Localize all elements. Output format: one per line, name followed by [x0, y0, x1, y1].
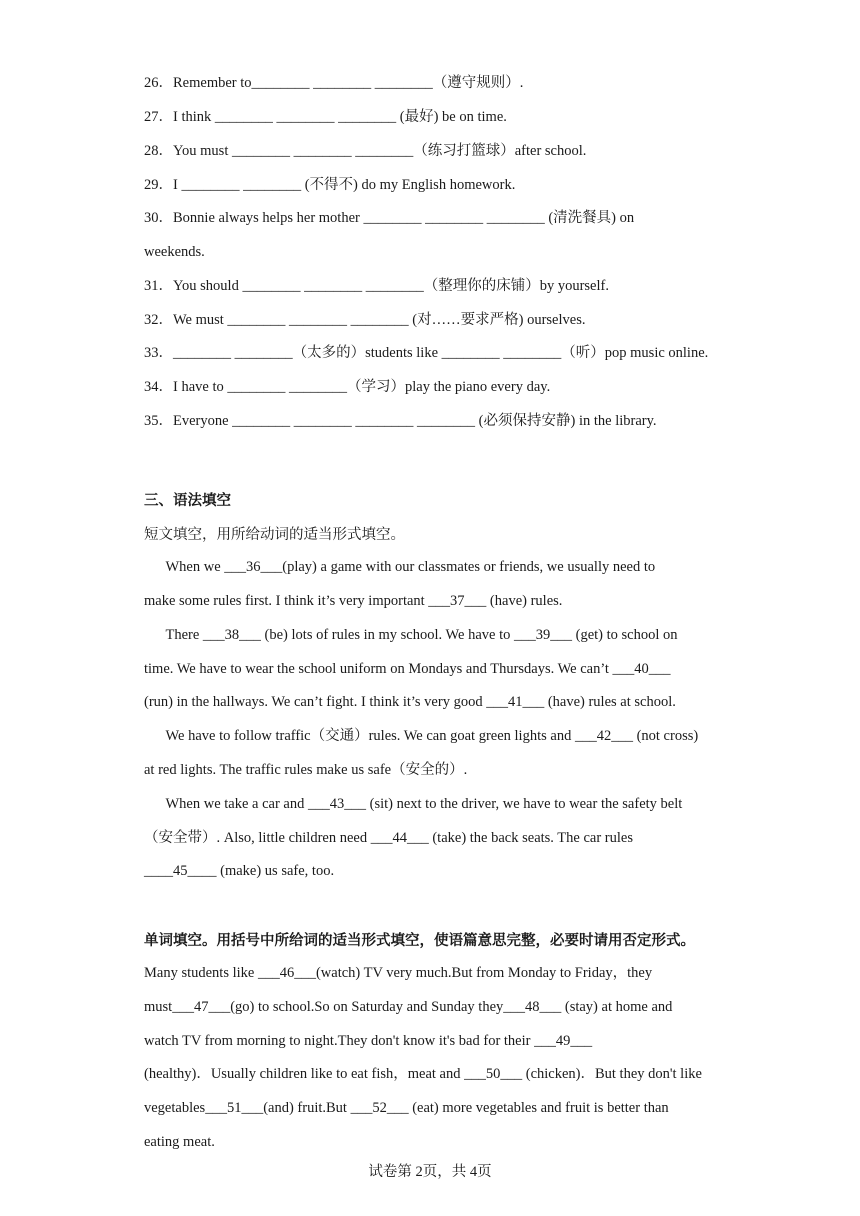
- section-4-instruction: 单词填空。用括号中所给词的适当形式填空，使语篇意思完整，必要时请用否定形式。: [144, 933, 695, 949]
- passage-1-line-10: ____45____ (make) us safe, too.: [144, 863, 335, 879]
- passage-2-line-4: (healthy)．Usually children like to eat fish，meat and ___50___ (chicken)．But they don't like: [144, 1066, 702, 1082]
- question-35: 35．Everyone ________ ________ ________ ________ (必须保持安静) in the library.: [144, 413, 657, 429]
- question-31: 31．You should ________ ________ ________（整理你的床铺）by yourself.: [144, 278, 609, 294]
- passage-1-line-4: time. We have to wear the school uniform on Mondays and Thursdays. We can’t ___40___: [144, 661, 671, 677]
- question-27: 27．I think ________ ________ ________ (最好) be on time.: [144, 109, 507, 125]
- passage-1-line-1: When we ___36___(play) a game with our classmates or friends, we usually need to: [144, 559, 656, 575]
- passage-2-line-1: Many students like ___46___(watch) TV very much.But from Monday to Friday，they: [144, 965, 653, 981]
- passage-1-line-2: make some rules first. I think it’s very important ___37___ (have) rules.: [144, 593, 563, 609]
- passage-2-line-3: watch TV from morning to night.They don't know it's bad for their ___49___: [144, 1033, 593, 1049]
- question-29: 29．I ________ ________ (不得不) do my English homework.: [144, 177, 516, 193]
- question-28: 28．You must ________ ________ ________（练习打篮球）after school.: [144, 143, 587, 159]
- question-33: 33．________ ________（太多的）students like ________ ________（听）pop music online.: [144, 345, 709, 361]
- question-34: 34．I have to ________ ________（学习）play the piano every day.: [144, 379, 551, 395]
- passage-2-line-5: vegetables___51___(and) fruit.But ___52___ (eat) more vegetables and fruit is better than: [144, 1100, 669, 1116]
- section-3-instruction: 短文填空，用所给动词的适当形式填空。: [144, 527, 405, 543]
- question-26: 26．Remember to________ ________ ________（遵守规则）.: [144, 75, 524, 91]
- passage-1-line-5: (run) in the hallways. We can’t fight. I think it’s very good ___41___ (have) rules at school.: [144, 694, 676, 710]
- question-30: 30．Bonnie always helps her mother ________ ________ ________ (清洗餐具) on: [144, 210, 635, 226]
- question-32: 32．We must ________ ________ ________ (对……要求严格) ourselves.: [144, 312, 586, 328]
- passage-1-line-6: We have to follow traffic（交通）rules. We can goat green lights and ___42___ (not cross): [144, 728, 699, 744]
- passage-1-line-3: There ___38___ (be) lots of rules in my school. We have to ___39___ (get) to school on: [144, 627, 678, 643]
- passage-1-line-9: （安全带）. Also, little children need ___44___ (take) the back seats. The car rules: [144, 830, 633, 846]
- section-3-title: 三、语法填空: [144, 493, 231, 509]
- passage-2-line-6: eating meat.: [144, 1134, 215, 1150]
- passage-1-line-7: at red lights. The traffic rules make us safe（安全的）.: [144, 762, 468, 778]
- passage-2-line-2: must___47___(go) to school.So on Saturday and Sunday they___48___ (stay) at home and: [144, 999, 673, 1015]
- question-30-cont: weekends.: [144, 244, 205, 260]
- passage-1-line-8: When we take a car and ___43___ (sit) next to the driver, we have to wear the safety belt: [144, 796, 683, 812]
- page-footer: 试卷第 2页，共 4页: [368, 1164, 492, 1180]
